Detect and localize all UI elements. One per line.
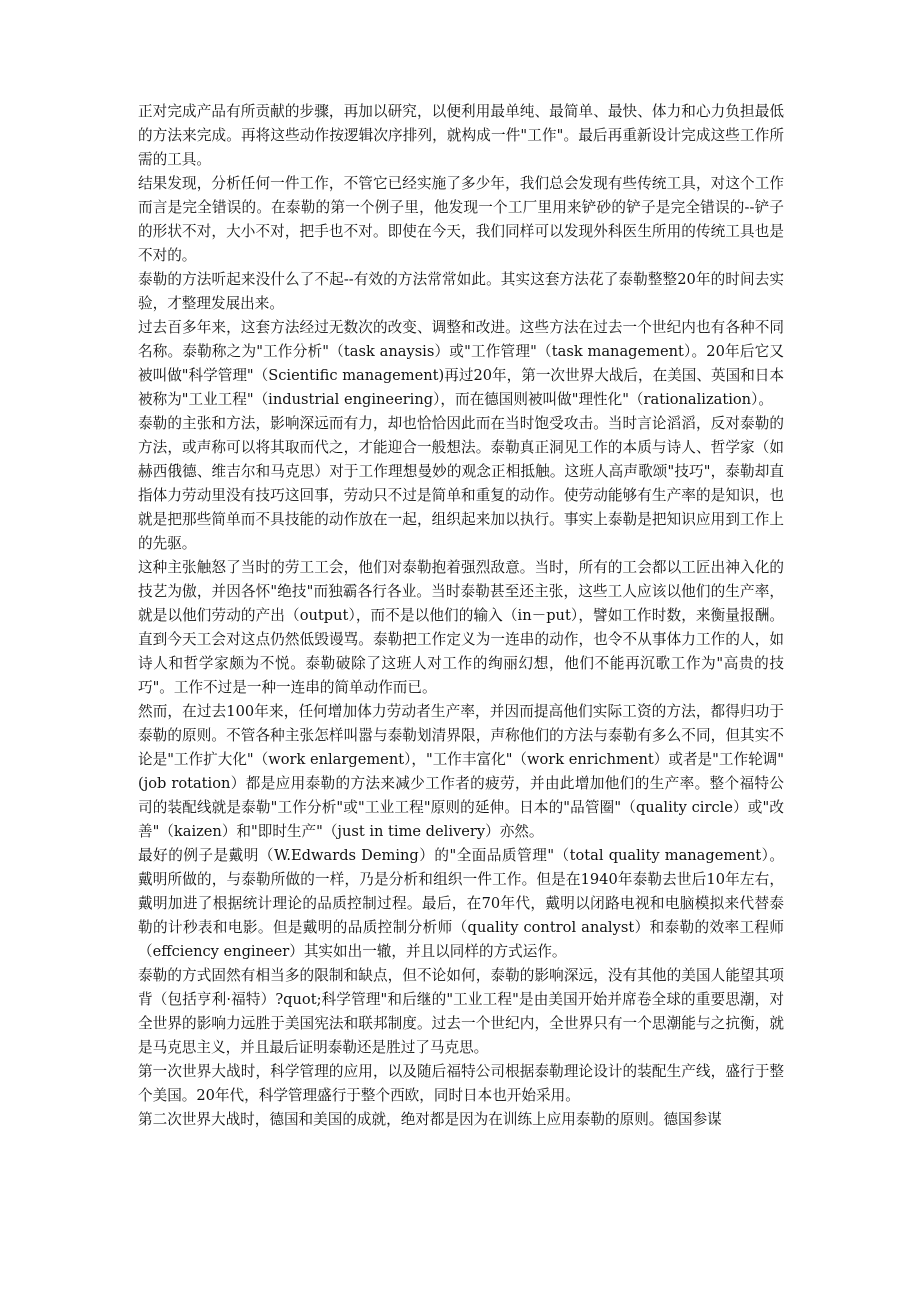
paragraph: 第二次世界大战时，德国和美国的成就，绝对都是因为在训练上应用泰勒的原则。德国参谋	[138, 1111, 722, 1128]
paragraph: 正对完成产品有所贡献的步骤，再加以研究，以便利用最单纯、最简单、最快、体力和心力负担最低的方法来完成。再将这些动作按逻辑次序排列，就构成一件"工作"。最后再重新设计完成这些工作所需的工具。	[138, 103, 784, 168]
paragraph: 第一次世界大战时，科学管理的应用，以及随后福特公司根据泰勒理论设计的装配生产线，盛行于整个美国。20年代，科学管理盛行于整个西欧，同时日本也开始采用。	[138, 1063, 784, 1104]
document-page	[138, 100, 784, 1132]
paragraph: 最好的例子是戴明（W.Edwards Deming）的"全面品质管理"（total quality management）。戴明所做的，与泰勒所做的一样，乃是分析和组织一件工作。但是在1940年泰勒去世后10年左右，戴明加进了根据统计理论的品质控制过程。最后，在70年代，戴明以闭路电视和电脑模拟来代替泰勒的计秒表和电影。但是戴明的品质控制分析师（quality control analyst）和泰勒的效率工程师（effciency engineer）其实如出一辙，并且以同样的方式运作。	[138, 847, 784, 960]
paragraph: 结果发现，分析任何一件工作，不管它已经实施了多少年，我们总会发现有些传统工具，对这个工作而言是完全错误的。在泰勒的第一个例子里，他发现一个工厂里用来铲砂的铲子是完全错误的--铲子的形状不对，大小不对，把手也不对。即使在今天，我们同样可以发现外科医生所用的传统工具也是不对的。	[138, 175, 784, 264]
paragraph: 过去百多年来，这套方法经过无数次的改变、调整和改进。这些方法在过去一个世纪内也有各种不同名称。泰勒称之为"工作分析"（task anaysis）或"工作管理"（task management）。20年后它又被叫做"科学管理"（Scientific management)再过20年，第一次世界大战后，在美国、英国和日本被称为"工业工程"（industrial engineering），而在德国则被叫做"理性化"（rationalization）。	[138, 319, 784, 408]
paragraph: 泰勒的主张和方法，影响深远而有力，却也恰恰因此而在当时饱受攻击。当时言论滔滔，反对泰勒的方法，或声称可以将其取而代之，才能迎合一般想法。泰勒真正洞见工作的本质与诗人、哲学家（如赫西俄德、维吉尔和马克思）对于工作理想曼妙的观念正相抵触。这班人高声歌颂"技巧"，泰勒却直指体力劳动里没有技巧这回事，劳动只不过是简单和重复的动作。使劳动能够有生产率的是知识，也就是把那些简单而不具技能的动作放在一起，组织起来加以执行。事实上泰勒是把知识应用到工作上的先驱。	[138, 415, 784, 552]
paragraph: 泰勒的方式固然有相当多的限制和缺点，但不论如何，泰勒的影响深远，没有其他的美国人能望其项背（包括亨利·福特）?quot;科学管理"和后继的"工业工程"是由美国开始并席卷全球的重要思潮，对全世界的影响力远胜于美国宪法和联邦制度。过去一个世纪内，全世界只有一个思潮能与之抗衡，就是马克思主义，并且最后证明泰勒还是胜过了马克思。	[138, 967, 784, 1056]
paragraph: 泰勒的方法听起来没什么了不起--有效的方法常常如此。其实这套方法花了泰勒整整20年的时间去实验，才整理发展出来。	[138, 271, 784, 312]
paragraph: 这种主张触怒了当时的劳工工会，他们对泰勒抱着强烈敌意。当时，所有的工会都以工匠出神入化的技艺为傲，并因各怀"绝技"而独霸各行各业。当时泰勒甚至还主张，这些工人应该以他们的生产率，就是以他们劳动的产出（output），而不是以他们的输入（in－put），譬如工作时数，来衡量报酬。直到今天工会对这点仍然低毁谩骂。泰勒把工作定义为一连串的动作，也令不从事体力工作的人，如诗人和哲学家颇为不悦。泰勒破除了这班人对工作的绚丽幻想，他们不能再沉歌工作为"高贵的技巧"。工作不过是一种一连串的简单动作而已。	[138, 559, 784, 696]
paragraph: 然而，在过去100年来，任何增加体力劳动者生产率，并因而提高他们实际工资的方法，都得归功于泰勒的原则。不管各种主张怎样叫嚣与泰勒划清界限，声称他们的方法与泰勒有多么不同，但其实不论是"工作扩大化"（work enlargement），"工作丰富化"（work enrichment）或者是"工作轮调"(job rotation）都是应用泰勒的方法来减少工作者的疲劳，并由此增加他们的生产率。整个福特公司的装配线就是泰勒"工作分析"或"工业工程"原则的延伸。日本的"品管圈"（quality circle）或"改善"（kaizen）和"即时生产"（just in time delivery）亦然。	[138, 703, 784, 840]
